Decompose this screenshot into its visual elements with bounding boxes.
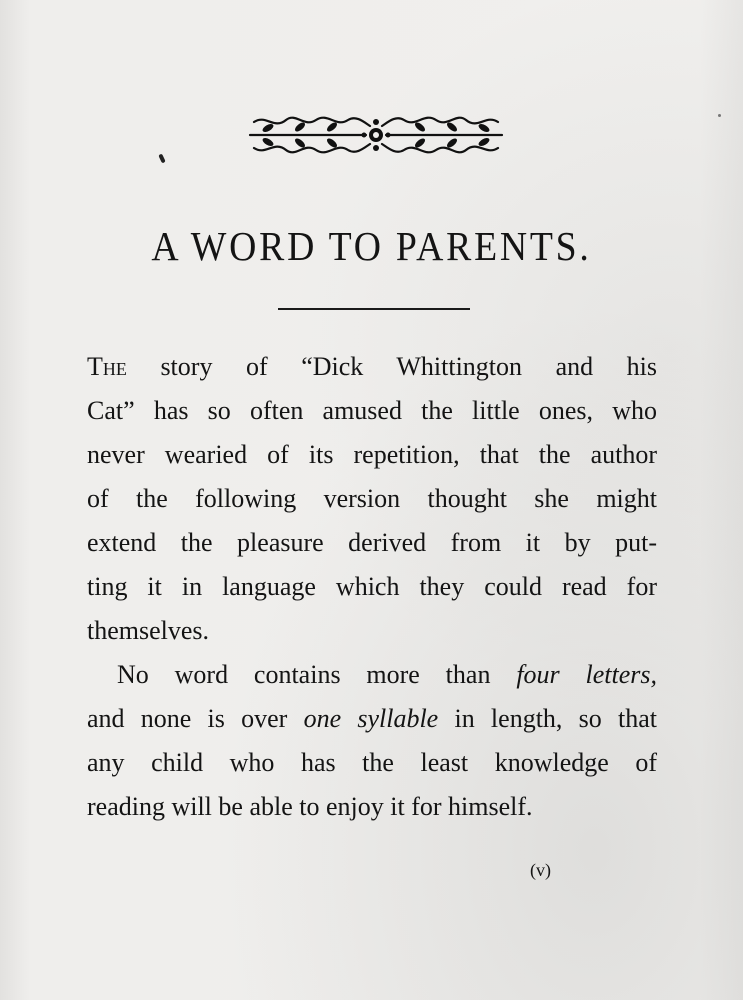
- paragraph-2-line-1: [117, 660, 657, 690]
- floral-headpiece-icon: [246, 110, 506, 160]
- line-text: in length, so that: [438, 704, 657, 733]
- paragraph-1-line-4: of the following version thought she might: [87, 484, 657, 513]
- page-title: A WORD TO PARENTS.: [151, 223, 592, 269]
- line-text: and none is over: [87, 704, 304, 733]
- title-divider: [278, 308, 470, 310]
- emphasis: one syllable: [303, 704, 439, 733]
- paragraph-1-line-7: themselves.: [87, 616, 210, 645]
- paragraph-2-line-2: [87, 704, 657, 734]
- paragraph-1-line-6: ting it in language which they could read for: [87, 572, 657, 601]
- emphasis: four letters,: [516, 660, 657, 689]
- paragraph-1-line-1: [87, 352, 657, 382]
- page-number: (v): [530, 860, 551, 880]
- paragraph-1-line-3: never wearied of its repetition, that the author: [87, 440, 657, 469]
- paragraph-2-line-4: reading will be able to enjoy it for himself.: [87, 792, 533, 821]
- ink-speck: [718, 114, 721, 117]
- paragraph-1-line-5: extend the pleasure derived from it by put-: [87, 528, 657, 557]
- line-text: story of “Dick Whittington and his: [126, 352, 657, 381]
- drop-word: The: [87, 352, 127, 381]
- ink-speck: [158, 154, 165, 164]
- paragraph-2-line-3: any child who has the least knowledge of: [87, 748, 657, 777]
- paragraph-1-line-2: Cat” has so often amused the little ones, who: [87, 396, 657, 425]
- line-text: No word contains more than: [117, 660, 517, 689]
